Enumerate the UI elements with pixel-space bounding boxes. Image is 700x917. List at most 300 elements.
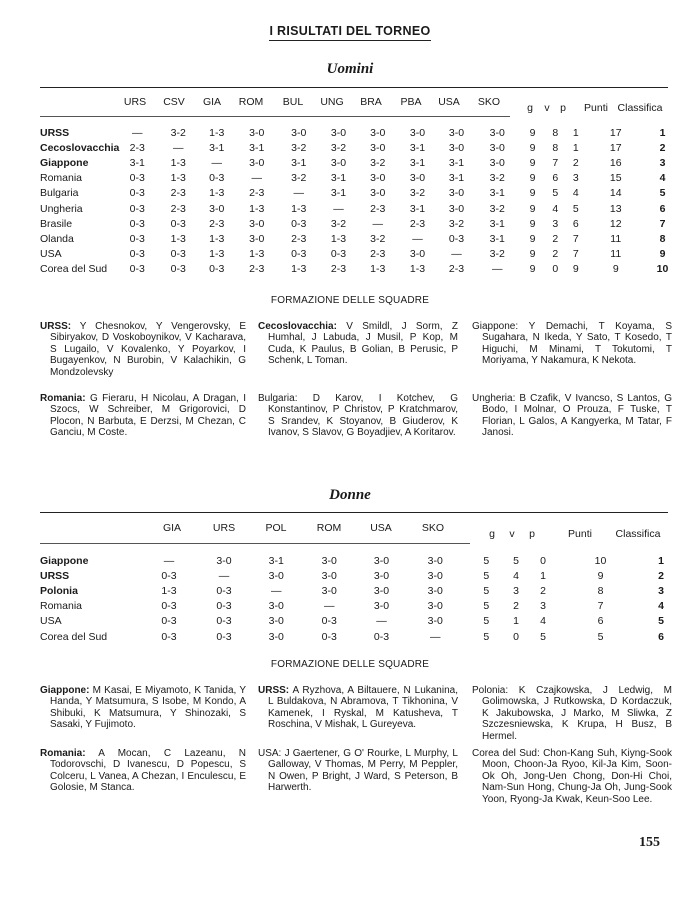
- women-lineup-0: [40, 685, 246, 731]
- men-section-title: Uomini: [326, 61, 374, 77]
- score-cell: 3-0: [489, 141, 505, 154]
- score-cell: 3-0: [370, 126, 386, 139]
- score-cell: 3-0: [330, 156, 347, 169]
- games-cell: 5: [483, 554, 490, 567]
- losses-cell: 4: [572, 187, 579, 200]
- points-cell: 14: [609, 187, 622, 200]
- score-cell: 3-0: [216, 554, 232, 567]
- score-cell: —: [372, 217, 383, 230]
- points-cell: 9: [612, 263, 619, 276]
- score-cell: 3-1: [209, 141, 225, 154]
- losses-cell: 7: [572, 232, 579, 245]
- score-cell: 3-1: [489, 217, 505, 230]
- score-cell: 0-3: [216, 615, 232, 628]
- score-cell: 3-1: [129, 156, 145, 169]
- score-cell: 1-3: [170, 232, 186, 245]
- lineup-team: Romania:: [40, 393, 86, 404]
- points-cell: 6: [597, 615, 604, 628]
- score-cell: 3-1: [268, 554, 284, 567]
- lineup-players: J Gaertener, G O' Rourke, L Murphy, L Galloway, V Thomas, M Perry, M Peppler, N Owen, P Bright, J Ward, S Peterson, B Harwerth.: [268, 748, 458, 794]
- women-lineup-3: [40, 748, 246, 794]
- women-lineup-2: [472, 685, 672, 742]
- games-cell: 9: [529, 187, 536, 200]
- table-row: [40, 125, 685, 140]
- stat-header-rank: Classifica: [617, 102, 663, 114]
- rank-cell: 2: [659, 141, 666, 154]
- score-cell: 1-3: [291, 202, 307, 215]
- losses-cell: 9: [572, 263, 579, 276]
- lineup-team: Polonia:: [472, 685, 509, 696]
- score-cell: 1-3: [209, 248, 225, 261]
- men-lineup-1: [258, 321, 458, 367]
- rank-cell: 4: [658, 600, 664, 613]
- points-cell: 12: [609, 217, 622, 230]
- score-cell: 2-3: [249, 263, 265, 276]
- score-cell: 3-1: [249, 141, 265, 154]
- losses-cell: 6: [572, 217, 579, 230]
- score-cell: 3-0: [370, 187, 386, 200]
- score-cell: 3-2: [489, 172, 505, 185]
- points-cell: 9: [597, 569, 604, 582]
- losses-cell: 1: [572, 126, 579, 139]
- score-cell: 3-2: [291, 172, 307, 185]
- score-cell: 0-3: [330, 248, 347, 261]
- stat-header-points: Punti: [568, 528, 592, 540]
- team-name: URSS: [40, 126, 70, 139]
- score-cell: 1-3: [161, 584, 177, 597]
- wins-cell: 4: [513, 569, 519, 582]
- team-name: USA: [40, 248, 62, 261]
- score-cell: 1-3: [209, 232, 225, 245]
- score-cell: 3-0: [268, 615, 284, 628]
- score-cell: 0-3: [209, 172, 225, 185]
- table-row: [40, 262, 685, 277]
- team-name: Olanda: [40, 232, 74, 245]
- women-lineup-5: [472, 748, 672, 805]
- team-name: Brasile: [40, 217, 73, 230]
- score-cell: 0-3: [129, 202, 145, 215]
- score-cell: 0-3: [209, 263, 225, 276]
- score-cell: 3-0: [373, 554, 390, 567]
- score-cell: 3-0: [489, 126, 505, 139]
- wins-cell: 2: [513, 600, 519, 613]
- table-row: [40, 568, 690, 583]
- score-cell: 3-2: [330, 217, 347, 230]
- wins-cell: 2: [552, 232, 559, 245]
- score-cell: 3-0: [370, 172, 386, 185]
- lineup-players: K Czajkowska, J Ledwig, M Golimowska, J Rutkowska, D Kordaczuk, K Jakubowska, J Marko, M Sliwka, Z Szczesniewska, K Krupa, H Busz, B Hermel.: [482, 685, 672, 742]
- column-header: URS: [212, 522, 236, 534]
- score-cell: 3-0: [268, 569, 284, 582]
- score-cell: 3-2: [370, 156, 386, 169]
- score-cell: 3-1: [409, 141, 426, 154]
- score-cell: 3-0: [448, 202, 465, 215]
- table-row: [40, 247, 685, 262]
- score-cell: —: [132, 126, 143, 139]
- stat-header-p: p: [560, 102, 566, 114]
- games-cell: 9: [529, 232, 536, 245]
- wins-cell: 7: [552, 156, 559, 169]
- losses-cell: 3: [572, 172, 579, 185]
- rank-cell: 5: [658, 615, 664, 628]
- score-cell: 0-3: [161, 630, 177, 643]
- score-cell: —: [293, 187, 304, 200]
- table-row: [40, 599, 690, 614]
- score-cell: 1-3: [291, 263, 307, 276]
- losses-cell: 7: [572, 248, 579, 261]
- score-cell: 2-3: [448, 263, 465, 276]
- women-results-table: [40, 553, 690, 644]
- table-row: [40, 553, 690, 568]
- games-cell: 9: [529, 248, 536, 261]
- score-cell: 3-1: [409, 156, 426, 169]
- games-cell: 9: [529, 172, 536, 185]
- score-cell: 0-3: [161, 569, 177, 582]
- score-cell: 3-0: [370, 141, 386, 154]
- rank-cell: 1: [659, 126, 666, 139]
- score-cell: 2-3: [170, 202, 186, 215]
- stat-header-g: g: [527, 102, 533, 114]
- score-cell: 3-0: [249, 232, 265, 245]
- score-cell: 3-0: [409, 248, 426, 261]
- stat-header-points: Punti: [584, 102, 608, 114]
- losses-cell: 1: [540, 569, 546, 582]
- wins-cell: 0: [513, 630, 519, 643]
- men-lineup-5: [472, 393, 672, 439]
- men-lineup-4: [258, 393, 458, 439]
- column-header: GIA: [202, 96, 222, 108]
- team-name: USA: [40, 615, 62, 628]
- lineup-players: G Fieraru, H Nicolau, A Dragan, I Szocs, W Schreiber, M Grigorovici, D Plocon, N Barbuta, E Derzsi, M Chezan, C Ganciu, M Coste.: [50, 393, 246, 439]
- lineup-team: USA:: [258, 748, 282, 759]
- page-number: 155: [639, 835, 660, 850]
- score-cell: —: [211, 156, 222, 169]
- women-section-title: Donne: [329, 487, 371, 503]
- score-cell: —: [333, 202, 344, 215]
- score-cell: 3-1: [291, 156, 307, 169]
- score-cell: 0-3: [129, 232, 145, 245]
- score-cell: —: [271, 584, 282, 597]
- score-cell: 3-0: [249, 156, 265, 169]
- score-cell: 3-0: [409, 126, 426, 139]
- score-cell: 0-3: [216, 600, 232, 613]
- score-cell: —: [218, 569, 230, 582]
- games-cell: 9: [529, 156, 536, 169]
- table-row: [40, 629, 690, 644]
- wins-cell: 3: [552, 217, 559, 230]
- losses-cell: 2: [540, 584, 546, 597]
- losses-cell: 2: [572, 156, 579, 169]
- rank-cell: 10: [656, 263, 669, 276]
- team-name: Giappone: [40, 156, 89, 169]
- men-top-rule: [40, 87, 668, 88]
- column-header: BUL: [282, 96, 304, 108]
- rank-cell: 6: [659, 202, 666, 215]
- team-name: Romania: [40, 172, 83, 185]
- score-cell: —: [324, 600, 335, 613]
- score-cell: 1-3: [249, 248, 265, 261]
- losses-cell: 5: [540, 630, 546, 643]
- stat-header-v: v: [509, 528, 515, 540]
- team-name: Ungheria: [40, 202, 83, 215]
- women-lineups-title: FORMAZIONE DELLE SQUADRE: [270, 659, 430, 670]
- lineup-players: V Smildl, J Sorm, Z Humhal, J Labuda, J Musil, P Kop, M Cuda, K Paulus, B Golian, B Perusic, P Schenk, L Toman.: [268, 321, 458, 367]
- wins-cell: 0: [552, 263, 559, 276]
- column-header: PBA: [400, 96, 422, 108]
- column-header: USA: [438, 96, 460, 108]
- rank-cell: 6: [658, 630, 664, 643]
- points-cell: 11: [610, 248, 622, 261]
- score-cell: 2-3: [129, 141, 145, 154]
- score-cell: 3-0: [330, 126, 347, 139]
- men-lineup-0: [40, 321, 246, 378]
- score-cell: 1-3: [209, 187, 225, 200]
- score-cell: 1-3: [409, 263, 426, 276]
- column-header: BRA: [360, 96, 382, 108]
- score-cell: 2-3: [291, 232, 307, 245]
- rank-cell: 4: [659, 172, 666, 185]
- score-cell: 3-0: [209, 202, 225, 215]
- games-cell: 5: [483, 630, 490, 643]
- score-cell: 0-3: [161, 615, 177, 628]
- score-cell: —: [376, 615, 387, 628]
- rank-cell: 3: [659, 156, 666, 169]
- column-header: ROM: [238, 96, 264, 108]
- losses-cell: 3: [540, 600, 546, 613]
- score-cell: 3-0: [268, 630, 284, 643]
- points-cell: 11: [610, 232, 622, 245]
- score-cell: 2-3: [370, 248, 386, 261]
- lineup-players: Y Demachi, T Koyama, S Sugahara, N Ikeda, Y Sato, T Kosedo, T Higuchi, M Minami, T Tokutomi, T Moriyama, Y Nakamura, K Nekota.: [482, 321, 672, 367]
- score-cell: 3-0: [321, 569, 337, 582]
- score-cell: 3-2: [370, 232, 386, 245]
- score-cell: 3-2: [448, 217, 465, 230]
- points-cell: 17: [609, 126, 622, 139]
- score-cell: 3-0: [373, 584, 390, 597]
- score-cell: 1-3: [170, 172, 186, 185]
- wins-cell: 5: [513, 554, 519, 567]
- games-cell: 9: [529, 217, 536, 230]
- score-cell: 3-2: [330, 141, 347, 154]
- score-cell: 3-2: [170, 126, 186, 139]
- lineup-team: URSS:: [258, 685, 290, 696]
- column-header: USA: [370, 522, 392, 534]
- column-header: ROM: [316, 522, 342, 534]
- team-name: URSS: [40, 569, 70, 582]
- points-cell: 15: [609, 172, 622, 185]
- rank-cell: 8: [659, 232, 666, 245]
- score-cell: 3-0: [373, 600, 390, 613]
- score-cell: 3-1: [489, 232, 505, 245]
- score-cell: 2-3: [409, 217, 426, 230]
- column-header: SKO: [477, 96, 501, 108]
- score-cell: 3-1: [448, 156, 465, 169]
- team-name: Corea del Sud: [40, 263, 108, 276]
- rank-cell: 9: [659, 248, 666, 261]
- men-header-rule: [40, 116, 510, 117]
- points-cell: 7: [597, 600, 604, 613]
- score-cell: 3-0: [249, 126, 265, 139]
- score-cell: 0-3: [129, 217, 145, 230]
- table-row: [40, 583, 690, 598]
- team-name: Cecoslovacchia: [40, 141, 120, 154]
- wins-cell: 4: [552, 202, 559, 215]
- score-cell: 3-0: [448, 187, 465, 200]
- games-cell: 5: [483, 584, 490, 597]
- lineup-players: M Kasai, E Miyamoto, K Tanida, Y Handa, Y Matsumura, S Isobe, M Kondo, A Shibuki, K Matsumura, Y Shinozaki, S Sasaki, Y Fujimoto.: [50, 685, 246, 731]
- score-cell: 3-0: [448, 141, 465, 154]
- score-cell: 3-1: [448, 172, 465, 185]
- losses-cell: 5: [572, 202, 579, 215]
- score-cell: 0-3: [170, 263, 186, 276]
- games-cell: 9: [529, 202, 536, 215]
- team-name: Corea del Sud: [40, 630, 108, 643]
- score-cell: 3-0: [409, 172, 426, 185]
- score-cell: 0-3: [291, 217, 307, 230]
- wins-cell: 2: [552, 248, 559, 261]
- score-cell: 2-3: [170, 187, 186, 200]
- lineup-players: A Ryzhova, A Biltauere, N Lukanina, L Buldakova, N Abramova, T Tikhonina, V Kamenek, I Ryskal, M Katusheva, T Roschina, V Mishak, L Gureyeva.: [268, 685, 458, 731]
- score-cell: 3-0: [489, 156, 505, 169]
- table-row: [40, 614, 690, 629]
- score-cell: 1-3: [209, 126, 225, 139]
- score-cell: 3-0: [427, 569, 443, 582]
- men-lineups-title: FORMAZIONE DELLE SQUADRE: [270, 295, 430, 306]
- score-cell: 0-3: [161, 600, 177, 613]
- wins-cell: 8: [552, 126, 559, 139]
- score-cell: 3-0: [427, 600, 443, 613]
- games-cell: 9: [529, 141, 536, 154]
- points-cell: 5: [597, 630, 604, 643]
- stat-header-rank: Classifica: [615, 528, 661, 540]
- lineup-team: Cecoslovacchia:: [258, 321, 337, 332]
- lineup-team: URSS:: [40, 321, 72, 332]
- score-cell: 3-0: [427, 554, 443, 567]
- score-cell: 0-3: [321, 615, 337, 628]
- men-results-table: [40, 125, 685, 277]
- score-cell: 0-3: [291, 248, 307, 261]
- score-cell: 2-3: [330, 263, 347, 276]
- score-cell: 1-3: [370, 263, 386, 276]
- lineup-players: B Czafik, V Ivancso, S Lantos, G Bodo, I Molnar, O Prouza, F Tuske, T Florian, L Galos, A Kangyerka, M Tatar, F Janosi.: [482, 393, 672, 439]
- games-cell: 5: [483, 615, 490, 628]
- score-cell: —: [163, 554, 175, 567]
- stat-header-g: g: [489, 528, 495, 540]
- men-lineup-2: [472, 321, 672, 367]
- wins-cell: 5: [552, 187, 559, 200]
- table-row: [40, 201, 685, 216]
- score-cell: 3-1: [330, 172, 347, 185]
- rank-cell: 1: [658, 554, 664, 567]
- lineup-players: Chon-Kang Suh, Kiyng-Sook Moon, Choon-Ja Ryoo, Kil-Ja Kim, Soon-Ok Oh, Jong-Uen Chong, Don-Hi Choi, Nam-Sun Hong, Chung-Ja Oh, Jung-Sook Yoon, Ryong-Ja Kwak, Keun-Soo Lee.: [482, 748, 672, 805]
- score-cell: 0-3: [448, 232, 465, 245]
- score-cell: 3-2: [409, 187, 426, 200]
- column-header: GIA: [162, 522, 182, 534]
- lineup-players: D Karov, I Kotchev, G Konstantinov, P Christov, P Kratchmarov, S Srandev, K Stoyanov, B Giuderov, K Ivanov, S Slavov, G Boyadjiev, A Koritarov.: [268, 393, 458, 439]
- lineup-players: Y Chesnokov, Y Vengerovsky, E Sibiryakov, D Voskoboynikov, V Kacharava, S Lugailo, V Kovalenko, Y Poyarkov, I Bugayenkov, N Burobin, V Kalachikin, G Mondzolevsky: [50, 321, 246, 378]
- page-title: I RISULTATI DEL TORNEO: [0, 22, 700, 40]
- rank-cell: 3: [658, 584, 664, 597]
- score-cell: 1-3: [170, 156, 186, 169]
- lineup-team: Bulgaria:: [258, 393, 298, 404]
- score-cell: —: [430, 630, 441, 643]
- rank-cell: 2: [658, 569, 664, 582]
- score-cell: 0-3: [216, 630, 232, 643]
- score-cell: 3-0: [268, 600, 284, 613]
- table-row: [40, 171, 685, 186]
- score-cell: 3-1: [330, 187, 347, 200]
- score-cell: 1-3: [249, 202, 265, 215]
- lineup-team: Romania:: [40, 748, 86, 759]
- lineup-players: A Mocan, C Lazeanu, N Todorovschi, D Ivanescu, D Popescu, S Colceru, L Vanea, A Chezan, I Enculescu, E Golosie, M Stanca.: [50, 748, 246, 794]
- team-name: Polonia: [40, 584, 78, 597]
- wins-cell: 8: [552, 141, 559, 154]
- lineup-team: Ungheria:: [472, 393, 516, 404]
- score-cell: 0-3: [129, 187, 145, 200]
- men-lineup-3: [40, 393, 246, 439]
- score-cell: —: [492, 263, 503, 276]
- women-header-rule: [40, 543, 470, 544]
- score-cell: 3-0: [373, 569, 390, 582]
- score-cell: 3-2: [489, 202, 505, 215]
- lineup-team: Corea del Sud:: [472, 748, 540, 759]
- column-header: UNG: [320, 96, 344, 108]
- wins-cell: 6: [552, 172, 559, 185]
- score-cell: 3-0: [321, 584, 337, 597]
- column-header: URS: [123, 96, 147, 108]
- score-cell: 3-0: [249, 217, 265, 230]
- score-cell: —: [251, 172, 262, 185]
- table-row: [40, 186, 685, 201]
- stat-header-p: p: [529, 528, 535, 540]
- losses-cell: 1: [572, 141, 579, 154]
- score-cell: 0-3: [170, 248, 186, 261]
- score-cell: —: [451, 248, 462, 261]
- score-cell: 0-3: [170, 217, 186, 230]
- points-cell: 10: [594, 554, 607, 567]
- women-lineup-1: [258, 685, 458, 731]
- stat-header-v: v: [544, 102, 550, 114]
- score-cell: 2-3: [370, 202, 386, 215]
- column-header: POL: [265, 522, 287, 534]
- lineup-team: Giappone:: [472, 321, 519, 332]
- score-cell: 3-1: [409, 202, 426, 215]
- column-header: SKO: [421, 522, 445, 534]
- score-cell: 0-3: [321, 630, 337, 643]
- score-cell: 3-0: [291, 126, 307, 139]
- wins-cell: 3: [513, 584, 519, 597]
- losses-cell: 0: [540, 554, 546, 567]
- column-header: CSV: [163, 96, 185, 108]
- score-cell: —: [173, 141, 184, 154]
- losses-cell: 4: [540, 615, 546, 628]
- score-cell: 3-2: [291, 141, 307, 154]
- score-cell: 3-0: [321, 554, 337, 567]
- score-cell: 2-3: [249, 187, 265, 200]
- table-row: [40, 231, 685, 246]
- score-cell: 3-0: [427, 615, 443, 628]
- lineup-team: Giappone:: [40, 685, 90, 696]
- score-cell: 0-3: [129, 172, 145, 185]
- points-cell: 13: [609, 202, 622, 215]
- team-name: Giappone: [40, 554, 89, 567]
- score-cell: 0-3: [129, 248, 145, 261]
- wins-cell: 1: [513, 615, 519, 628]
- points-cell: 17: [609, 141, 622, 154]
- score-cell: 0-3: [216, 584, 232, 597]
- table-row: [40, 155, 685, 170]
- women-lineup-4: [258, 748, 458, 794]
